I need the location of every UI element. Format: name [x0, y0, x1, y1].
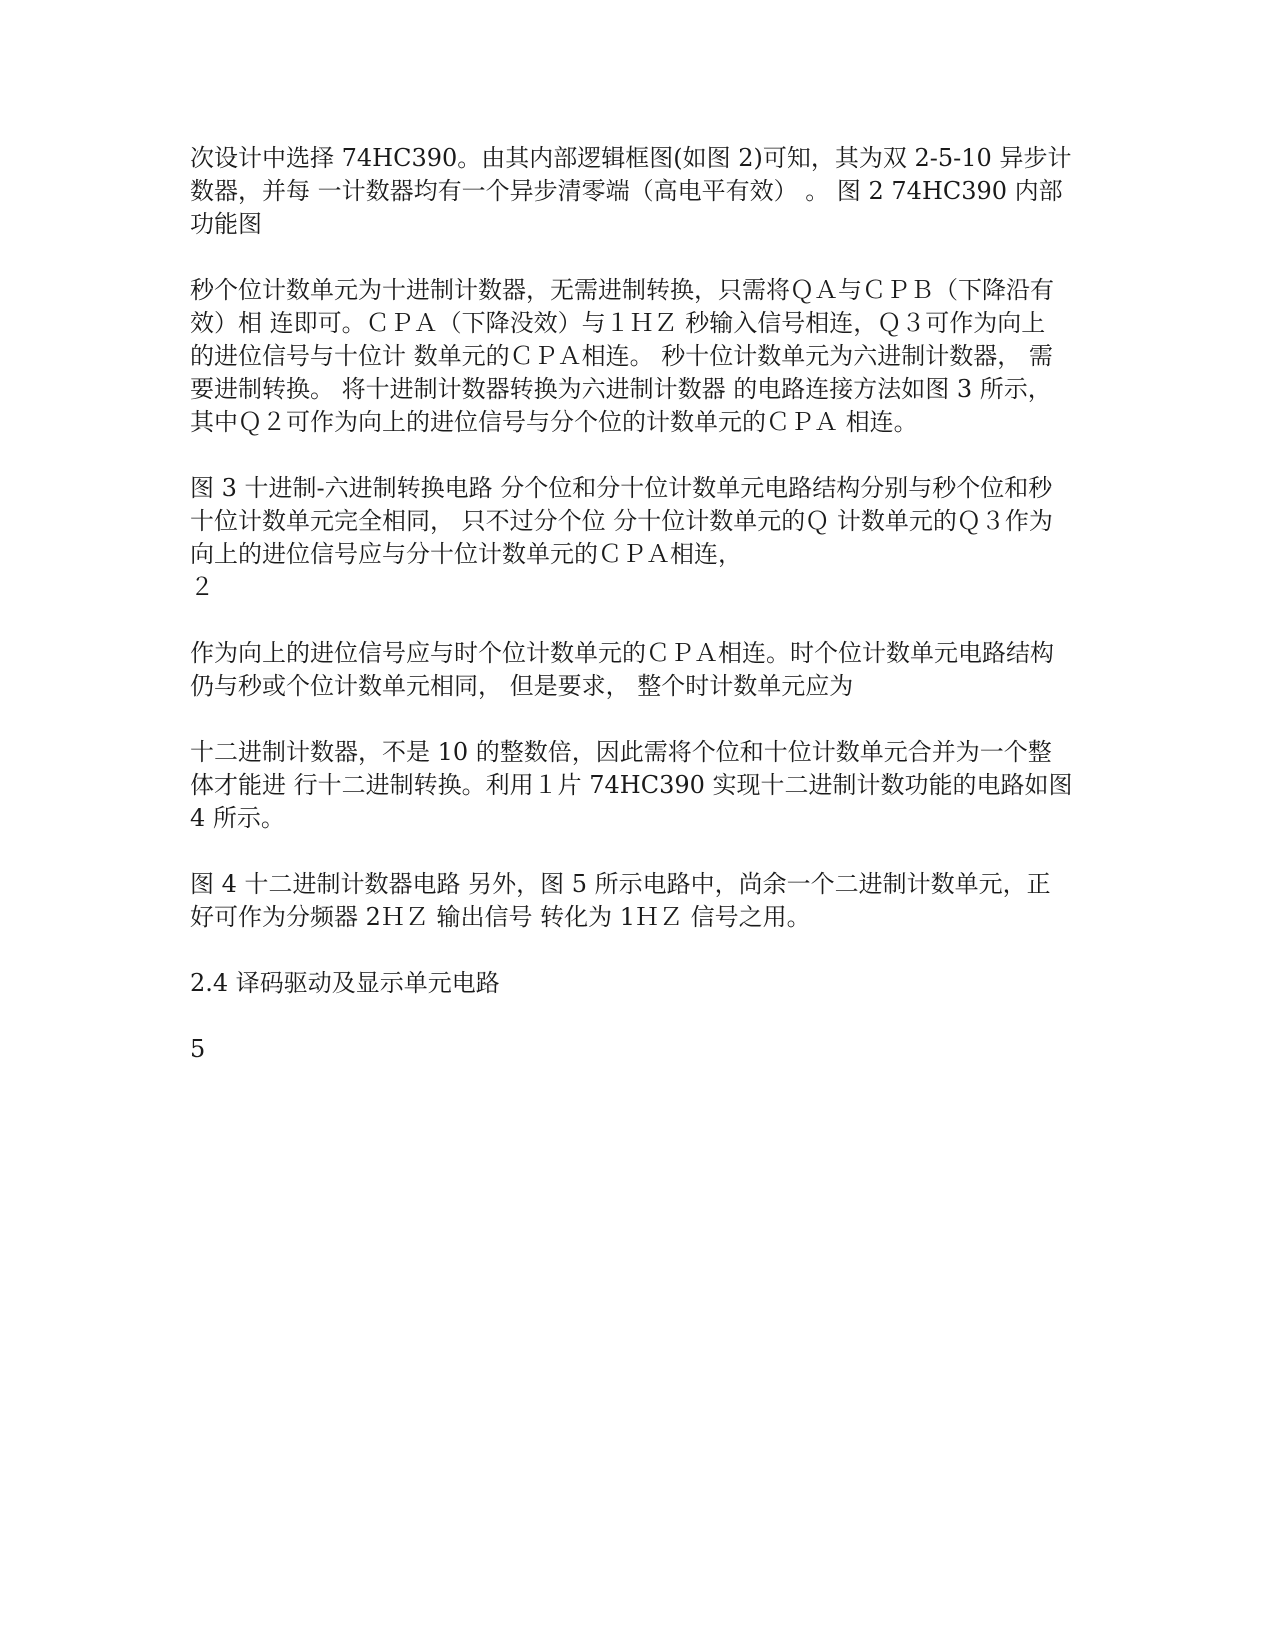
text-line: 仍与秒或个位计数单元相同， 但是要求， 整个时计数单元应为: [190, 672, 854, 700]
paragraph-divider: [190, 868, 1090, 934]
text-line: 功能图: [190, 210, 262, 238]
text-line: 十位计数单元完全相同， 只不过分个位 分十位计数单元的Ｑ 计数单元的Ｑ３作为: [190, 507, 1053, 535]
text-line: 次设计中选择 74HC390。由其内部逻辑框图(如图 2)可知，其为双 2-5-10 异步计: [190, 144, 1072, 172]
text-line: 秒个位计数单元为十进制计数器，无需进制转换，只需将ＱＡ与ＣＰＢ（下降沿有: [190, 276, 1054, 304]
paragraph-twelve-counter: [190, 736, 1090, 835]
text-line: 好可作为分频器 2ＨＺ 输出信号 转化为 1ＨＺ 信号之用。: [190, 903, 811, 931]
text-line: 要进制转换。 将十进制计数器转换为六进制计数器 的电路连接方法如图 3 所示，: [190, 375, 1052, 403]
text-line: 数器，并每 一计数器均有一个异步清零端（高电平有效） 。 图 2 74HC390 内部: [190, 177, 1063, 205]
text-line: 其中Ｑ２可作为向上的进位信号与分个位的计数单元的ＣＰＡ 相连。: [190, 408, 918, 436]
text-line: 图 4 十二进制计数器电路 另外，图 5 所示电路中，尚余一个二进制计数单元，正: [190, 870, 1051, 898]
section-heading-text: 2.4 译码驱动及显示单元电路: [190, 969, 500, 997]
text-line: 体才能进 行十二进制转换。利用１片 74HC390 实现十二进制计数功能的电路如图: [190, 771, 1073, 799]
document-body: [190, 142, 1090, 1099]
text-line: 的进位信号与十位计 数单元的ＣＰＡ相连。 秒十位计数单元为六进制计数器， 需: [190, 342, 1053, 370]
text-line: 作为向上的进位信号应与时个位计数单元的ＣＰＡ相连。时个位计数单元电路结构: [190, 639, 1054, 667]
page-number: [190, 1033, 1090, 1066]
paragraph-minutes-units: [190, 472, 1090, 604]
section-heading: [190, 967, 1090, 1000]
page-number-text: 5: [190, 1035, 206, 1063]
text-line: 效）相 连即可。ＣＰＡ（下降没效）与１ＨＺ 秒输入信号相连，Ｑ３可作为向上: [190, 309, 1046, 337]
paragraph-hours-units: [190, 637, 1090, 703]
paragraph-seconds-units: [190, 274, 1090, 439]
text-line: 十二进制计数器，不是 10 的整数倍，因此需将个位和十位计数单元合并为一个整: [190, 738, 1052, 766]
page-number-marker: ２: [190, 573, 214, 601]
text-line: 4 所示。: [190, 804, 285, 832]
paragraph-chip-selection: [190, 142, 1090, 241]
text-line: 向上的进位信号应与分十位计数单元的ＣＰＡ相连，: [190, 540, 742, 568]
text-line: 图 3 十进制-六进制转换电路 分个位和分十位计数单元电路结构分别与秒个位和秒: [190, 474, 1053, 502]
